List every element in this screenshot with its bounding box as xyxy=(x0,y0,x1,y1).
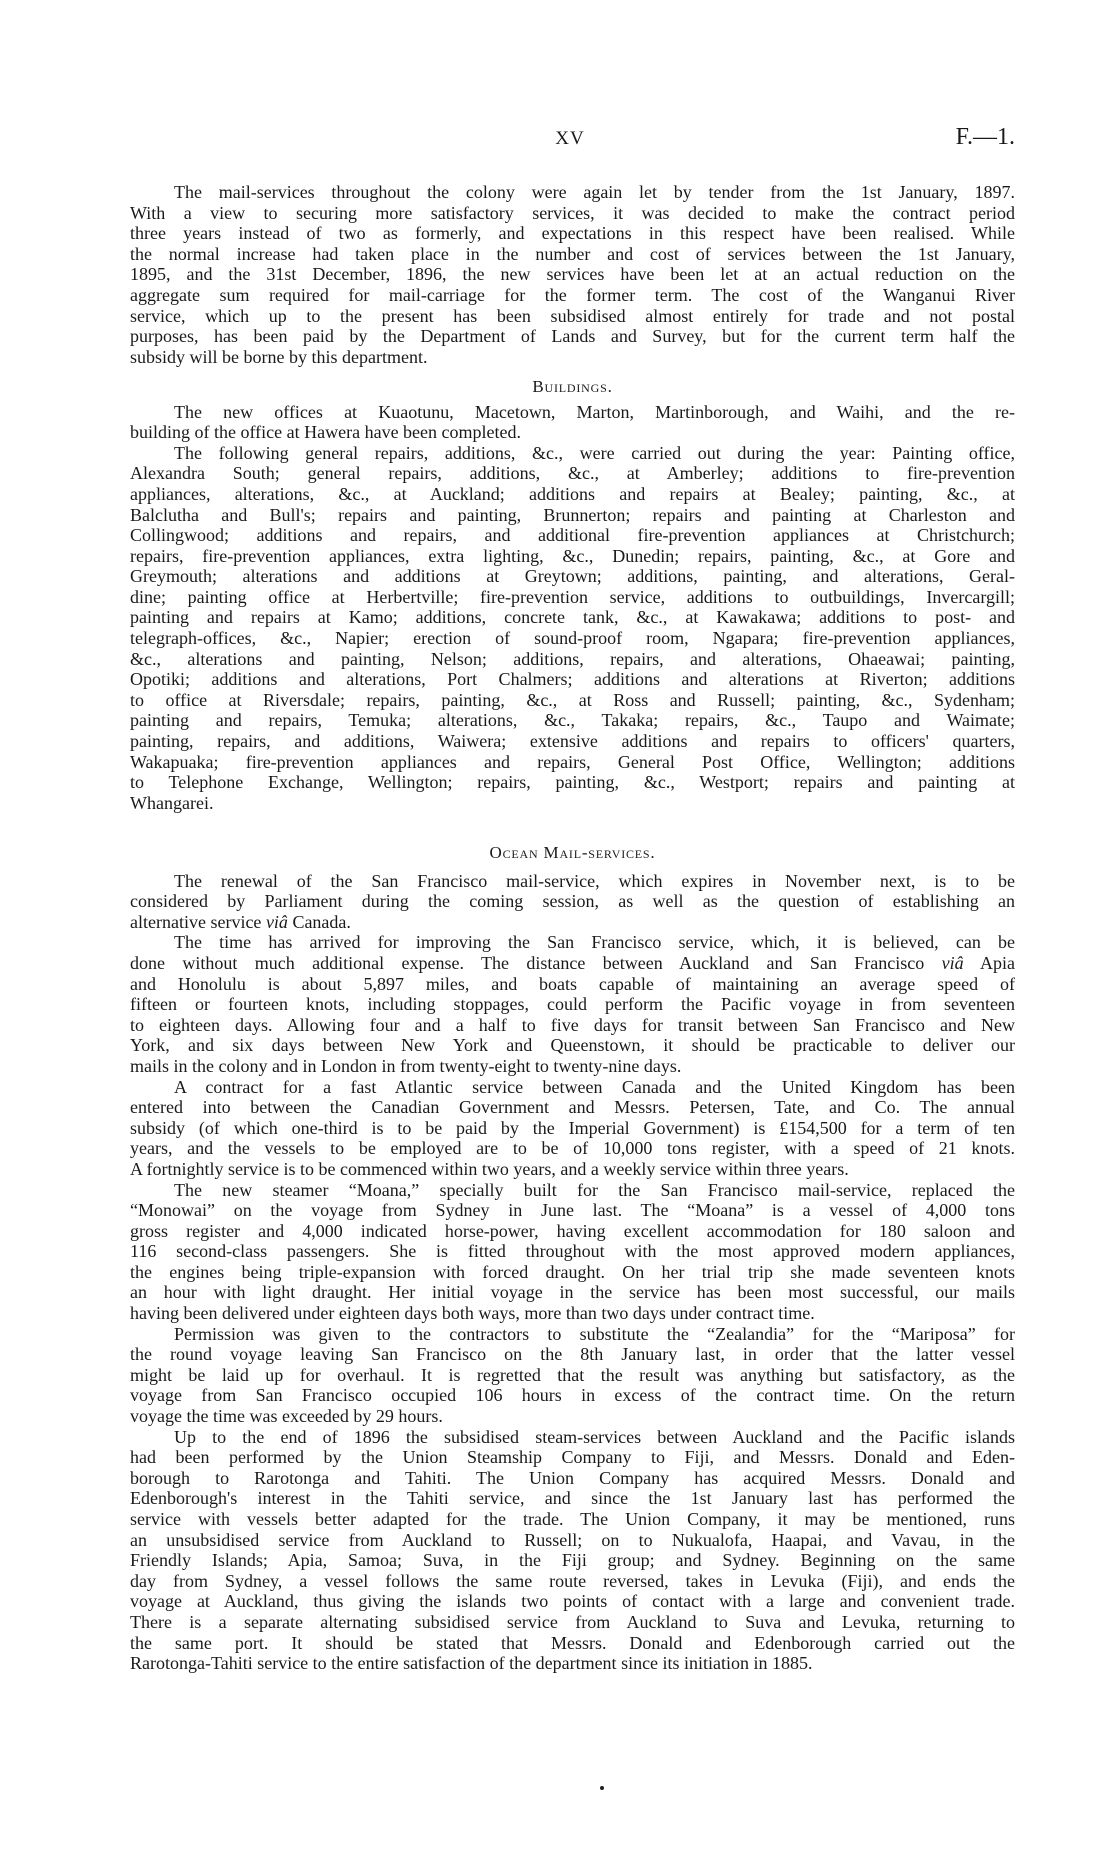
italic-text: viâ xyxy=(941,952,964,973)
text-line: The new steamer “Moana,” specially built for the San Francisco mail-service, replaced the xyxy=(174,1179,1015,1200)
text-line: had been performed by the Union Steamship Company to Fiji, and Messrs. Donald and Eden- xyxy=(130,1447,1015,1468)
text-line: day from Sydney, a vessel follows the same route reversed, takes in Levuka (Fiji), and ends the xyxy=(130,1570,1015,1591)
text-segment: Apia xyxy=(963,952,1015,973)
text-line: years, and the vessels to be employed are to be of 10,000 tons register, with a speed of 21 knots. xyxy=(130,1138,1015,1159)
text-line: painting and repairs, Temuka; alterations, &c., Takaka; repairs, &c., Taupo and Waimate; xyxy=(130,710,1015,731)
paragraph xyxy=(130,932,1015,1076)
text-line: 1895, and the 31st December, 1896, the new services have been let at an actual reduction on the xyxy=(130,264,1015,285)
text-line: voyage from San Francisco occupied 106 hours in excess of the contract time. On the return xyxy=(130,1385,1015,1406)
text-line: 116 second-class passengers. She is fitted throughout with the most approved modern appliances, xyxy=(130,1241,1015,1262)
text-line: mails in the colony and in London in from twenty-eight to twenty-nine days. xyxy=(130,1055,682,1076)
text-line: the round voyage leaving San Francisco on the 8th January last, in order that the latter vessel xyxy=(130,1344,1015,1365)
paragraph xyxy=(130,443,1015,814)
paragraph xyxy=(130,402,1015,443)
heading-buildings: Buildings. xyxy=(532,376,613,396)
text-line: the engines being triple-expansion with forced draught. On her trial trip she made seventeen knots xyxy=(130,1261,1015,1282)
text-line: service, which up to the present has been subsidised almost entirely for trade and not postal xyxy=(130,305,1015,326)
text-line: Rarotonga-Tahiti service to the entire satisfaction of the department since its initiation in 1885. xyxy=(130,1653,813,1674)
text-line: purposes, has been paid by the Department of Lands and Survey, but for the current term half the xyxy=(130,326,1015,347)
text-line: Alexandra South; general repairs, additions, &c., at Amberley; additions to fire-prevention xyxy=(130,463,1015,484)
paragraph xyxy=(130,1180,1015,1324)
text-line: to Telephone Exchange, Wellington; repairs, painting, &c., Westport; repairs and painting at xyxy=(130,772,1015,793)
document-body xyxy=(130,182,1015,1674)
text-line: “Monowai” on the voyage from Sydney in June last. The “Moana” is a vessel of 4,000 tons xyxy=(130,1200,1015,1221)
text-line: might be laid up for overhaul. It is regretted that the result was anything but satisfactory, as the xyxy=(130,1364,1015,1385)
text-line: Wakapuaka; fire-prevention appliances and repairs, General Post Office, Wellington; additions xyxy=(130,751,1015,772)
text-line: building of the office at Hawera have been completed. xyxy=(130,422,522,443)
text-line: There is a separate alternating subsidised service from Auckland to Suva and Levuka, returning to xyxy=(130,1611,1015,1632)
text-line: The following general repairs, additions, &c., were carried out during the year: Painting office, xyxy=(174,442,1015,463)
paragraph xyxy=(130,871,1015,933)
text-line: Friendly Islands; Apia, Samoa; Suva, in the Fiji group; and Sydney. Beginning on the same xyxy=(130,1550,1015,1571)
ink-dot xyxy=(600,1786,604,1790)
paragraph xyxy=(130,1324,1015,1427)
document-reference: F.—1. xyxy=(955,124,1015,150)
text-line xyxy=(130,953,1015,974)
text-line: The renewal of the San Francisco mail-service, which expires in November next, is to be xyxy=(174,870,1015,891)
text-line: the normal increase had taken place in the number and cost of services between the 1st January, xyxy=(130,243,1015,264)
text-line: appliances, alterations, &c., at Auckland; additions and repairs at Bealey; painting, &c., at xyxy=(130,483,1015,504)
text-line: subsidy will be borne by this department. xyxy=(130,346,428,367)
paragraph xyxy=(130,1427,1015,1674)
text-line: The mail-services throughout the colony were again let by tender from the 1st January, 1897. xyxy=(174,182,1015,202)
text-line: York, and six days between New York and Queenstown, it should be practicable to deliver our xyxy=(130,1035,1015,1056)
paragraph xyxy=(130,1077,1015,1180)
text-line: With a view to securing more satisfactory services, it was decided to make the contract period xyxy=(130,202,1015,223)
text-segment: alternative service xyxy=(130,911,266,932)
text-line: Greymouth; alterations and additions at Greytown; additions, painting, and alterations, Geral- xyxy=(130,566,1015,587)
text-line: aggregate sum required for mail-carriage for the former term. The cost of the Wanganui River xyxy=(130,284,1015,305)
text-segment: Canada. xyxy=(287,911,351,932)
text-line: Balclutha and Bull's; repairs and painting, Brunnerton; repairs and painting at Charleston and xyxy=(130,504,1015,525)
text-line: three years instead of two as formerly, and expectations in this respect have been realised. While xyxy=(130,223,1015,244)
text-line: and Honolulu is about 5,897 miles, and boats capable of maintaining an average speed of xyxy=(130,973,1015,994)
text-line: considered by Parliament during the coming session, as well as the question of establishing an xyxy=(130,891,1015,912)
text-line: A fortnightly service is to be commenced within two years, and a weekly service within three years. xyxy=(130,1158,849,1179)
text-line: to eighteen days. Allowing four and a half to five days for transit between San Francisco and New xyxy=(130,1014,1015,1035)
text-line: Permission was given to the contractors to substitute the “Zealandia” for the “Mariposa” for xyxy=(174,1323,1015,1344)
text-line: fifteen or fourteen knots, including stoppages, could perform the Pacific voyage in from seventeen xyxy=(130,994,1015,1015)
text-line: service with vessels better adapted for the trade. The Union Company, it may be mentioned, runs xyxy=(130,1509,1015,1529)
italic-text: viâ xyxy=(265,911,288,932)
text-line: having been delivered under eighteen days both ways, more than two days under contract time. xyxy=(130,1303,815,1324)
text-line: dine; painting office at Herbertville; fire-prevention service, additions to outbuildings, Invercargill; xyxy=(130,586,1015,607)
text-segment: done without much additional expense. The distance between Auckland and San Francisco xyxy=(130,952,942,973)
text-line: Collingwood; additions and repairs, and additional fire-prevention appliances at Christchurch; xyxy=(130,525,1015,546)
text-line: The time has arrived for improving the San Francisco service, which, it is believed, can be xyxy=(174,932,1015,953)
text-line: telegraph-offices, &c., Napier; erection of sound-proof room, Ngapara; fire-prevention appliances, xyxy=(130,628,1015,649)
text-line: voyage the time was exceeded by 29 hours. xyxy=(130,1406,443,1427)
text-line: Opotiki; additions and alterations, Port Chalmers; additions and alterations at Riverton; additions xyxy=(130,669,1015,690)
text-line xyxy=(130,912,1015,933)
text-line: an hour with light draught. Her initial voyage in the service has been most successful, our mails xyxy=(130,1282,1015,1303)
text-line: gross register and 4,000 indicated horse-power, having excellent accommodation for 180 saloon and xyxy=(130,1220,1015,1241)
text-line: an unsubsidised service from Auckland to Russell; on to Nukualofa, Haapai, and Vavau, in the xyxy=(130,1529,1015,1550)
heading-ocean-mail-services: Ocean Mail-services. xyxy=(489,843,656,863)
text-line: the same port. It should be stated that Messrs. Donald and Edenborough carried out the xyxy=(130,1632,1015,1653)
text-line: repairs, fire-prevention appliances, extra lighting, &c., Dunedin; repairs, painting, &c., at Gore and xyxy=(130,545,1015,566)
text-line: A contract for a fast Atlantic service between Canada and the United Kingdom has been xyxy=(174,1076,1015,1097)
page-number: XV xyxy=(555,128,585,149)
text-line: Whangarei. xyxy=(130,792,214,813)
text-line: &c., alterations and painting, Nelson; additions, repairs, and alterations, Ohaeawai; painting, xyxy=(130,648,1015,669)
text-line: Up to the end of 1896 the subsidised steam-services between Auckland and the Pacific islands xyxy=(174,1426,1015,1447)
text-line: The new offices at Kuaotunu, Macetown, Marton, Martinborough, and Waihi, and the re- xyxy=(174,401,1015,422)
text-line: borough to Rarotonga and Tahiti. The Union Company has acquired Messrs. Donald and xyxy=(130,1467,1015,1488)
text-line: to office at Riversdale; repairs, painting, &c., at Ross and Russell; painting, &c., Sydenham; xyxy=(130,689,1015,710)
paragraph xyxy=(130,182,1015,367)
text-line: entered into between the Canadian Government and Messrs. Petersen, Tate, and Co. The annual xyxy=(130,1097,1015,1118)
text-line: painting and repairs at Kamo; additions, concrete tank, &c., at Kawakawa; additions to post- and xyxy=(130,607,1015,628)
text-line: subsidy (of which one-third is to be paid by the Imperial Government) is £154,500 for a term of ten xyxy=(130,1117,1015,1138)
text-line: voyage at Auckland, thus giving the islands two points of contact with a large and convenient trade. xyxy=(130,1591,1015,1612)
text-line: Edenborough's interest in the Tahiti service, and since the 1st January last has performed the xyxy=(130,1488,1015,1509)
text-line: painting, repairs, and additions, Waiwera; extensive additions and repairs to officers' quarters, xyxy=(130,731,1015,752)
